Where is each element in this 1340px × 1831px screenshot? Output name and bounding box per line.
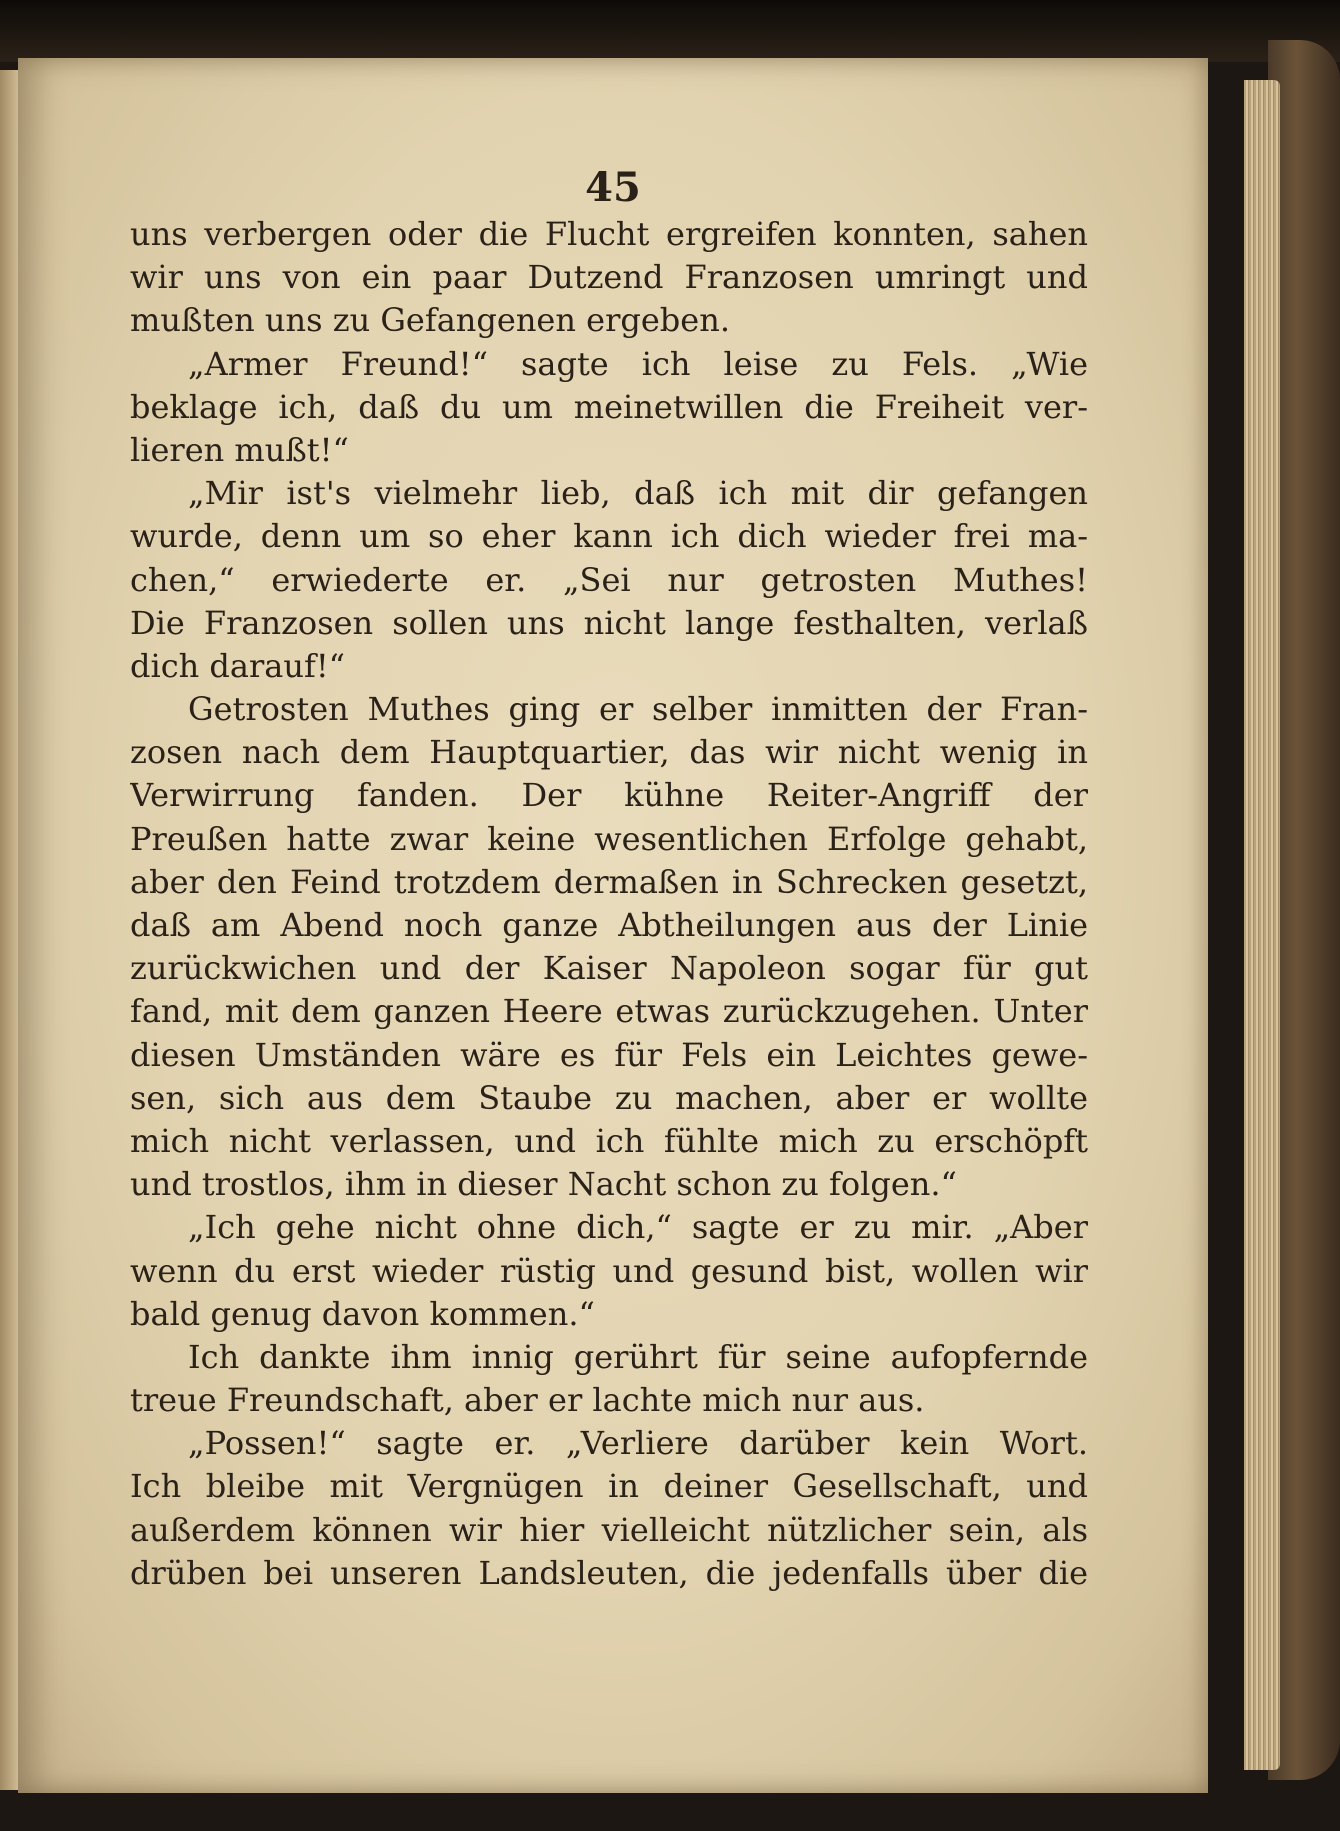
page-number: 45 [585,164,641,211]
text-line: aber den Feind trotzdem dermaßen in Schrecken gesetzt, [130,862,1088,901]
text-line: dich darauf!“ [130,646,346,685]
page-text [130,213,1088,1595]
text-line: zurückwichen und der Kaiser Napoleon sogar für gut [130,949,1088,988]
text-line: wir uns von ein paar Dutzend Franzosen umringt und [130,258,1088,297]
text-line: uns verbergen oder die Flucht ergreifen konnten, sahen [130,215,1088,253]
text-line: „Armer Freund!“ sagte ich leise zu Fels. „Wie [188,344,1088,383]
text-line: wenn du erst wieder rüstig und gesund bist, wollen wir [130,1251,1088,1290]
text-line: „Mir ist's vielmehr lieb, daß ich mit dir gefangen [188,474,1088,513]
text-line: zosen nach dem Hauptquartier, das wir nicht wenig in [130,733,1088,772]
text-line: wurde, denn um so eher kann ich dich wieder frei ma- [130,517,1088,556]
text-line: lieren mußt!“ [130,430,349,469]
text-line: Die Franzosen sollen uns nicht lange festhalten, verlaß [130,603,1088,642]
text-line: „Ich gehe nicht ohne dich,“ sagte er zu mir. „Aber [188,1208,1088,1247]
text-line: „Possen!“ sagte er. „Verliere darüber kein Wort. [188,1424,1088,1463]
page-edges [1244,80,1280,1770]
text-line: daß am Abend noch ganze Abtheilungen aus der Linie [130,906,1088,944]
text-line: mich nicht verlassen, und ich fühlte mich zu erschöpft [130,1121,1088,1160]
text-line: chen,“ erwiederte er. „Sei nur getrosten Muthes! [130,560,1088,599]
book-cover-top [0,0,1340,62]
text-line: außerdem können wir hier vielleicht nützlicher sein, als [130,1510,1088,1549]
text-line: beklage ich, daß du um meinetwillen die Freiheit ver- [130,387,1088,426]
text-line: und trostlos, ihm in dieser Nacht schon zu folgen.“ [130,1165,957,1204]
text-line: drüben bei unseren Landsleuten, die jedenfalls über die [130,1553,1088,1592]
book-page [18,58,1208,1793]
text-line: Ich bleibe mit Vergnügen in deiner Gesellschaft, und [130,1467,1088,1506]
text-line: Verwirrung fanden. Der kühne Reiter-Angriff der [130,776,1088,815]
text-line: fand, mit dem ganzen Heere etwas zurückzugehen. Unter [130,992,1088,1031]
text-line: mußten uns zu Gefangenen ergeben. [130,301,730,340]
text-line: sen, sich aus dem Staube zu machen, aber er wollte [130,1078,1088,1117]
text-line: bald genug davon kommen.“ [130,1294,595,1333]
text-line: Preußen hatte zwar keine wesentlichen Erfolge gehabt, [130,819,1088,858]
text-line: Ich dankte ihm innig gerührt für seine aufopfernde [188,1337,1088,1376]
text-line: Getrosten Muthes ging er selber inmitten der Fran- [188,690,1088,729]
text-line: treue Freundschaft, aber er lachte mich nur aus. [130,1381,925,1420]
text-line: diesen Umständen wäre es für Fels ein Leichtes gewe- [130,1035,1088,1074]
